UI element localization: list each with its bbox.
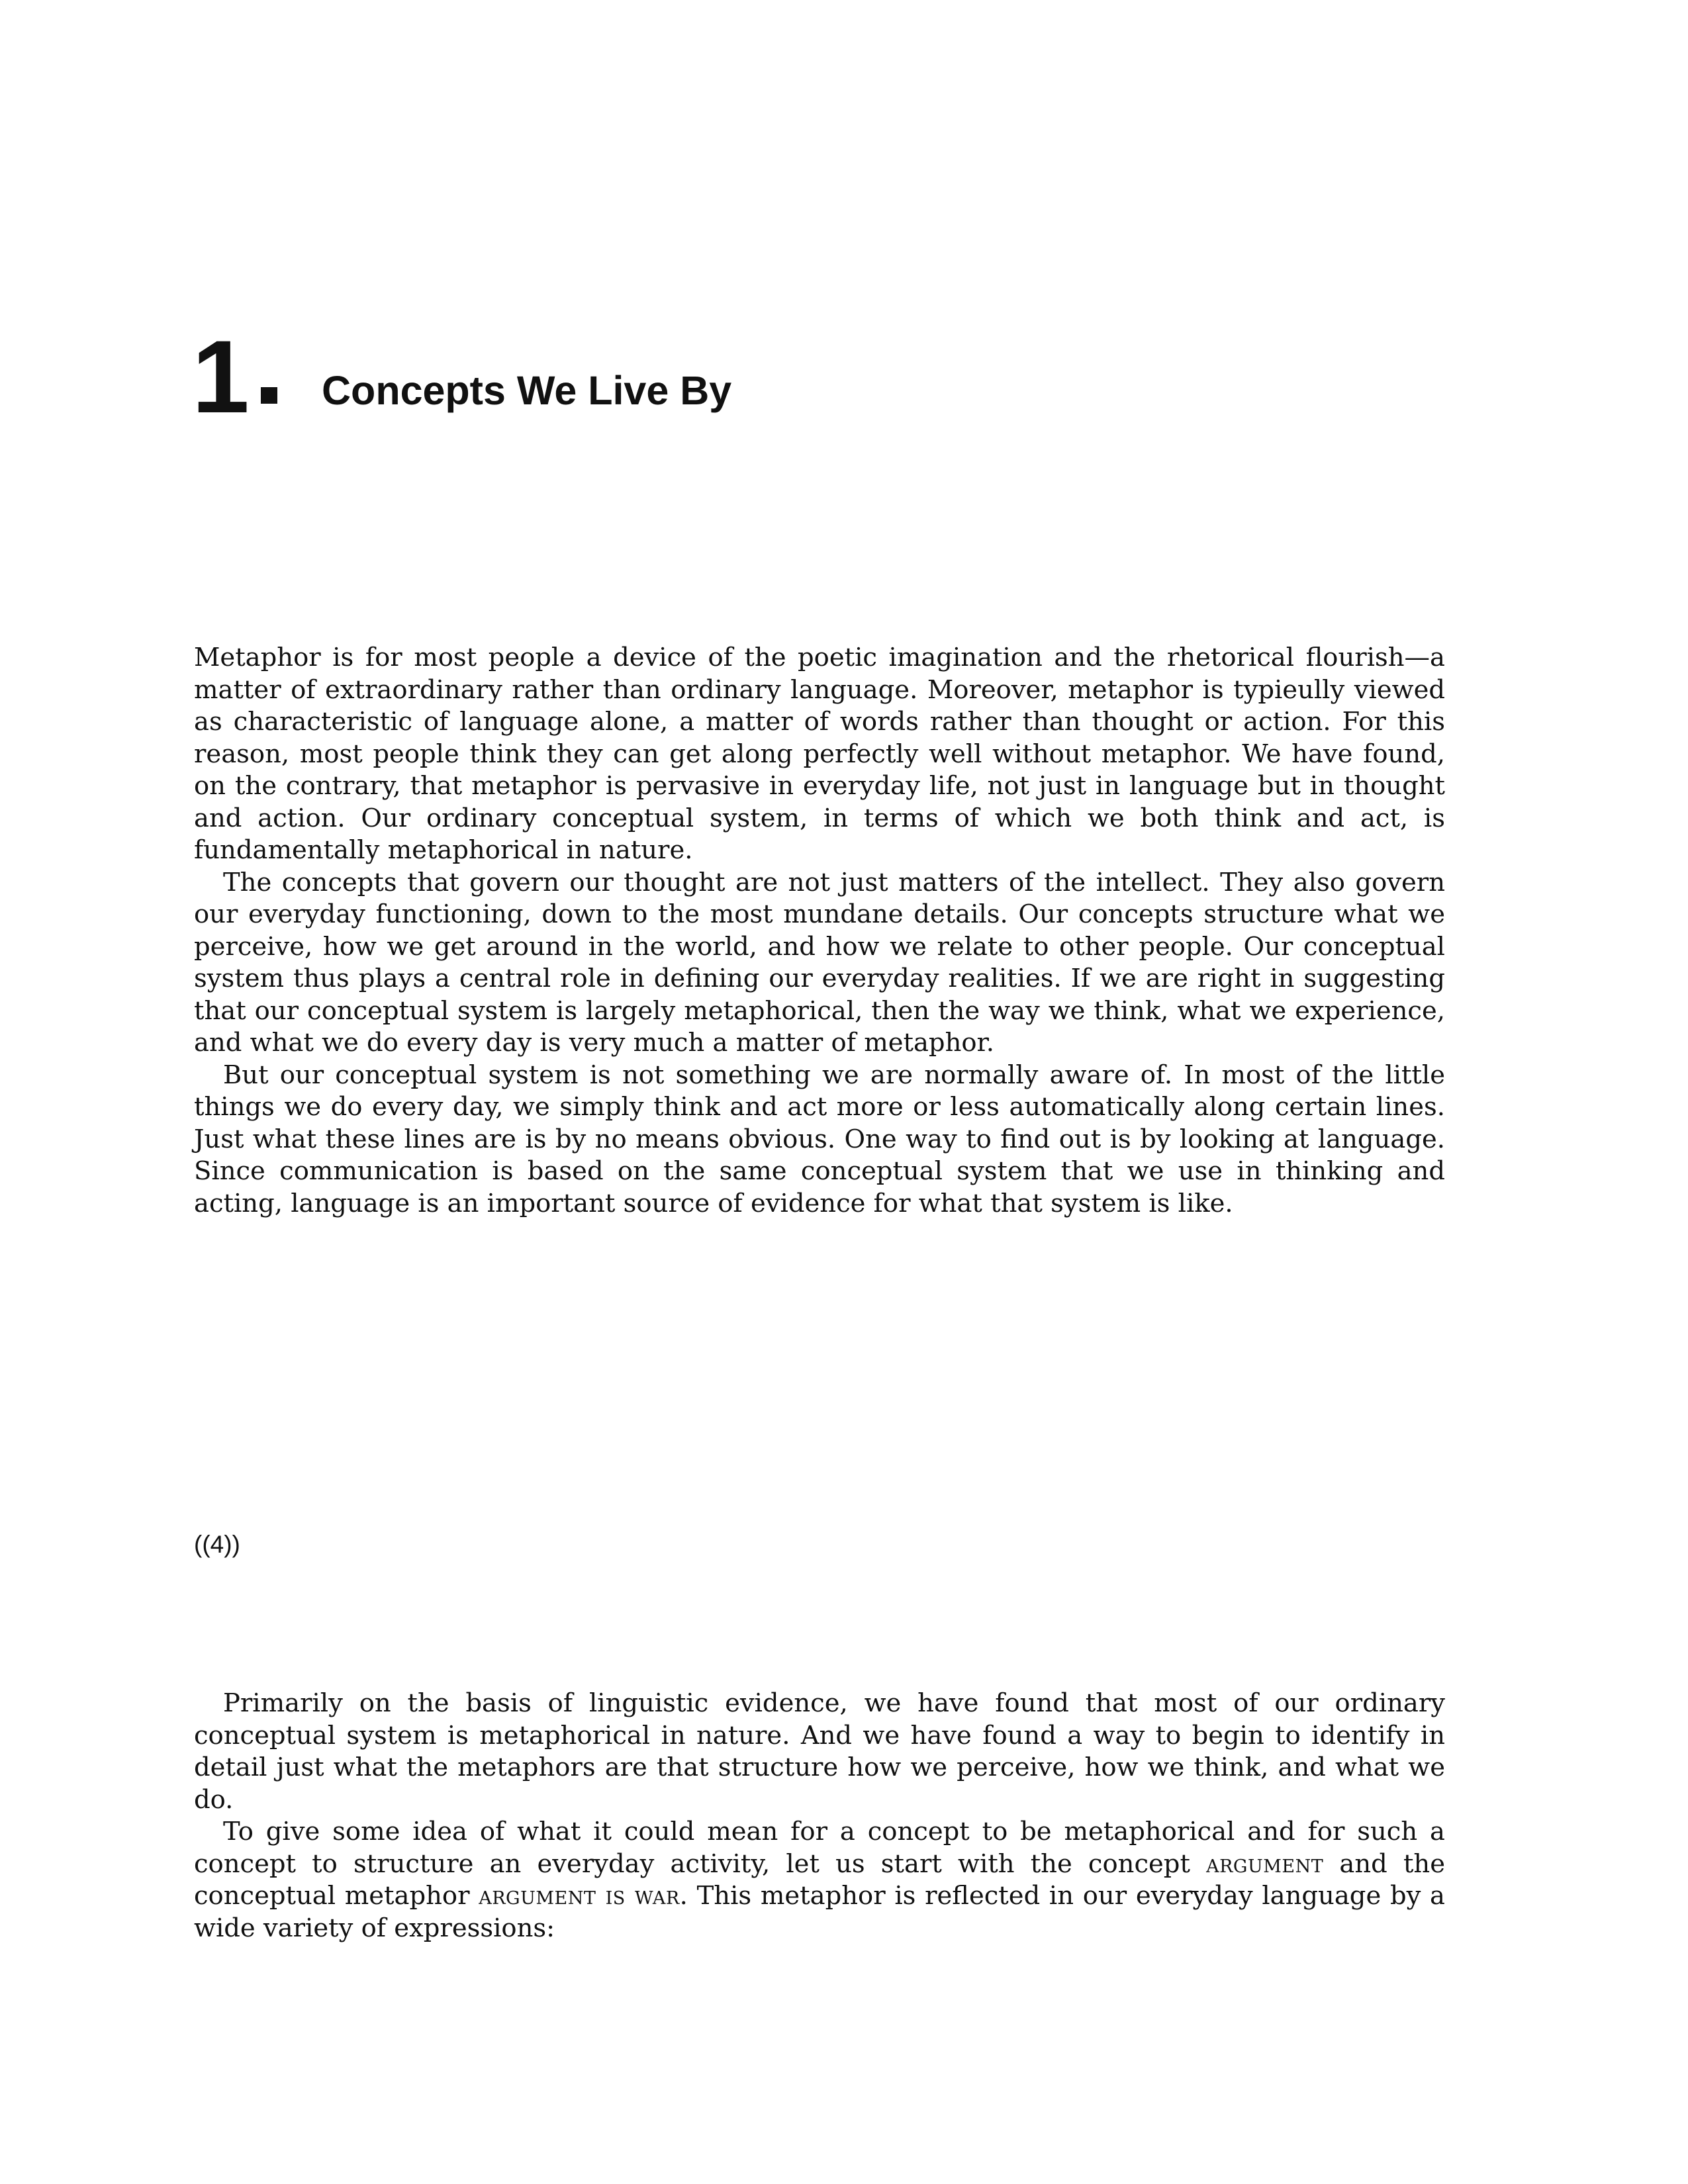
square-bullet-icon [261,387,277,404]
chapter-title: Concepts We Live By [322,368,732,413]
body-text-section-2 [194,1688,1445,1944]
chapter-number: 1 [192,320,250,435]
paragraph-text-part-2: and the conceptual metaphor [194,1848,1446,1911]
paragraph-text-part-1: To give some idea of what it could mean for a concept to be metaphorical and for such a concept to structure an everyday activity, let us start with the concept [194,1817,1445,1879]
paragraph-conceptual-system: But our conceptual system is not something we are normally aware of. In most of the little things we do every day, we simply think and act more or less automatically along certain lines. Just what these lines are is by no means obvious. One way to find out is by looking at language. Since communication is based on the same conceptual system that we use in thinking and acting, language is an important source of evidence for what that system is like. [194,1060,1445,1218]
chapter-heading [192,320,1119,435]
page-marker: ((4)) [194,1531,240,1558]
paragraph-argument-is-war [194,1816,1445,1944]
paragraph-concepts-govern: The concepts that govern our thought are not just matters of the intellect. They also govern our everyday functioning, down to the most mundane details. Our concepts structure what we perceive, how we get around in the world, and how we relate to other people. Our conceptual system thus plays a central role in defining our everyday realities. If we are right in suggesting that our conceptual system is largely metaphorical, then the way we think, what we experience, and what we do every day is very much a matter of metaphor. [194,867,1445,1058]
paragraph-metaphor-intro: Metaphor is for most people a device of the poetic imagination and the rhetorical flourish—a matter of extraordinary rather than ordinary language. Moreover, metaphor is typieully viewed as characteristic of language alone, a matter of words rather than thought or action. For this reason, most people think they can get along perfectly well without metaphor. We have found, on the contrary, that metaphor is pervasive in everyday life, not just in language but in thought and action. Our ordinary conceptual system, in terms of which we both think and act, is fundamentally metaphorical in nature. [194,643,1445,865]
body-text-section-1 [194,642,1445,1220]
paragraph-linguistic-evidence: Primarily on the basis of linguistic evidence, we have found that most of our ordinary conceptual system is metaphorical in nature. And we have found a way to begin to identify in detail just what the metaphors are that structure how we perceive, how we think, and what we do. [194,1688,1445,1815]
concept-argument: argument [1206,1848,1324,1879]
metaphor-argument-is-war: argument is war [479,1881,680,1911]
paragraph-text-part-3: . This metaphor is reflected in our everyday language by a wide variety of expressions: [194,1881,1445,1943]
